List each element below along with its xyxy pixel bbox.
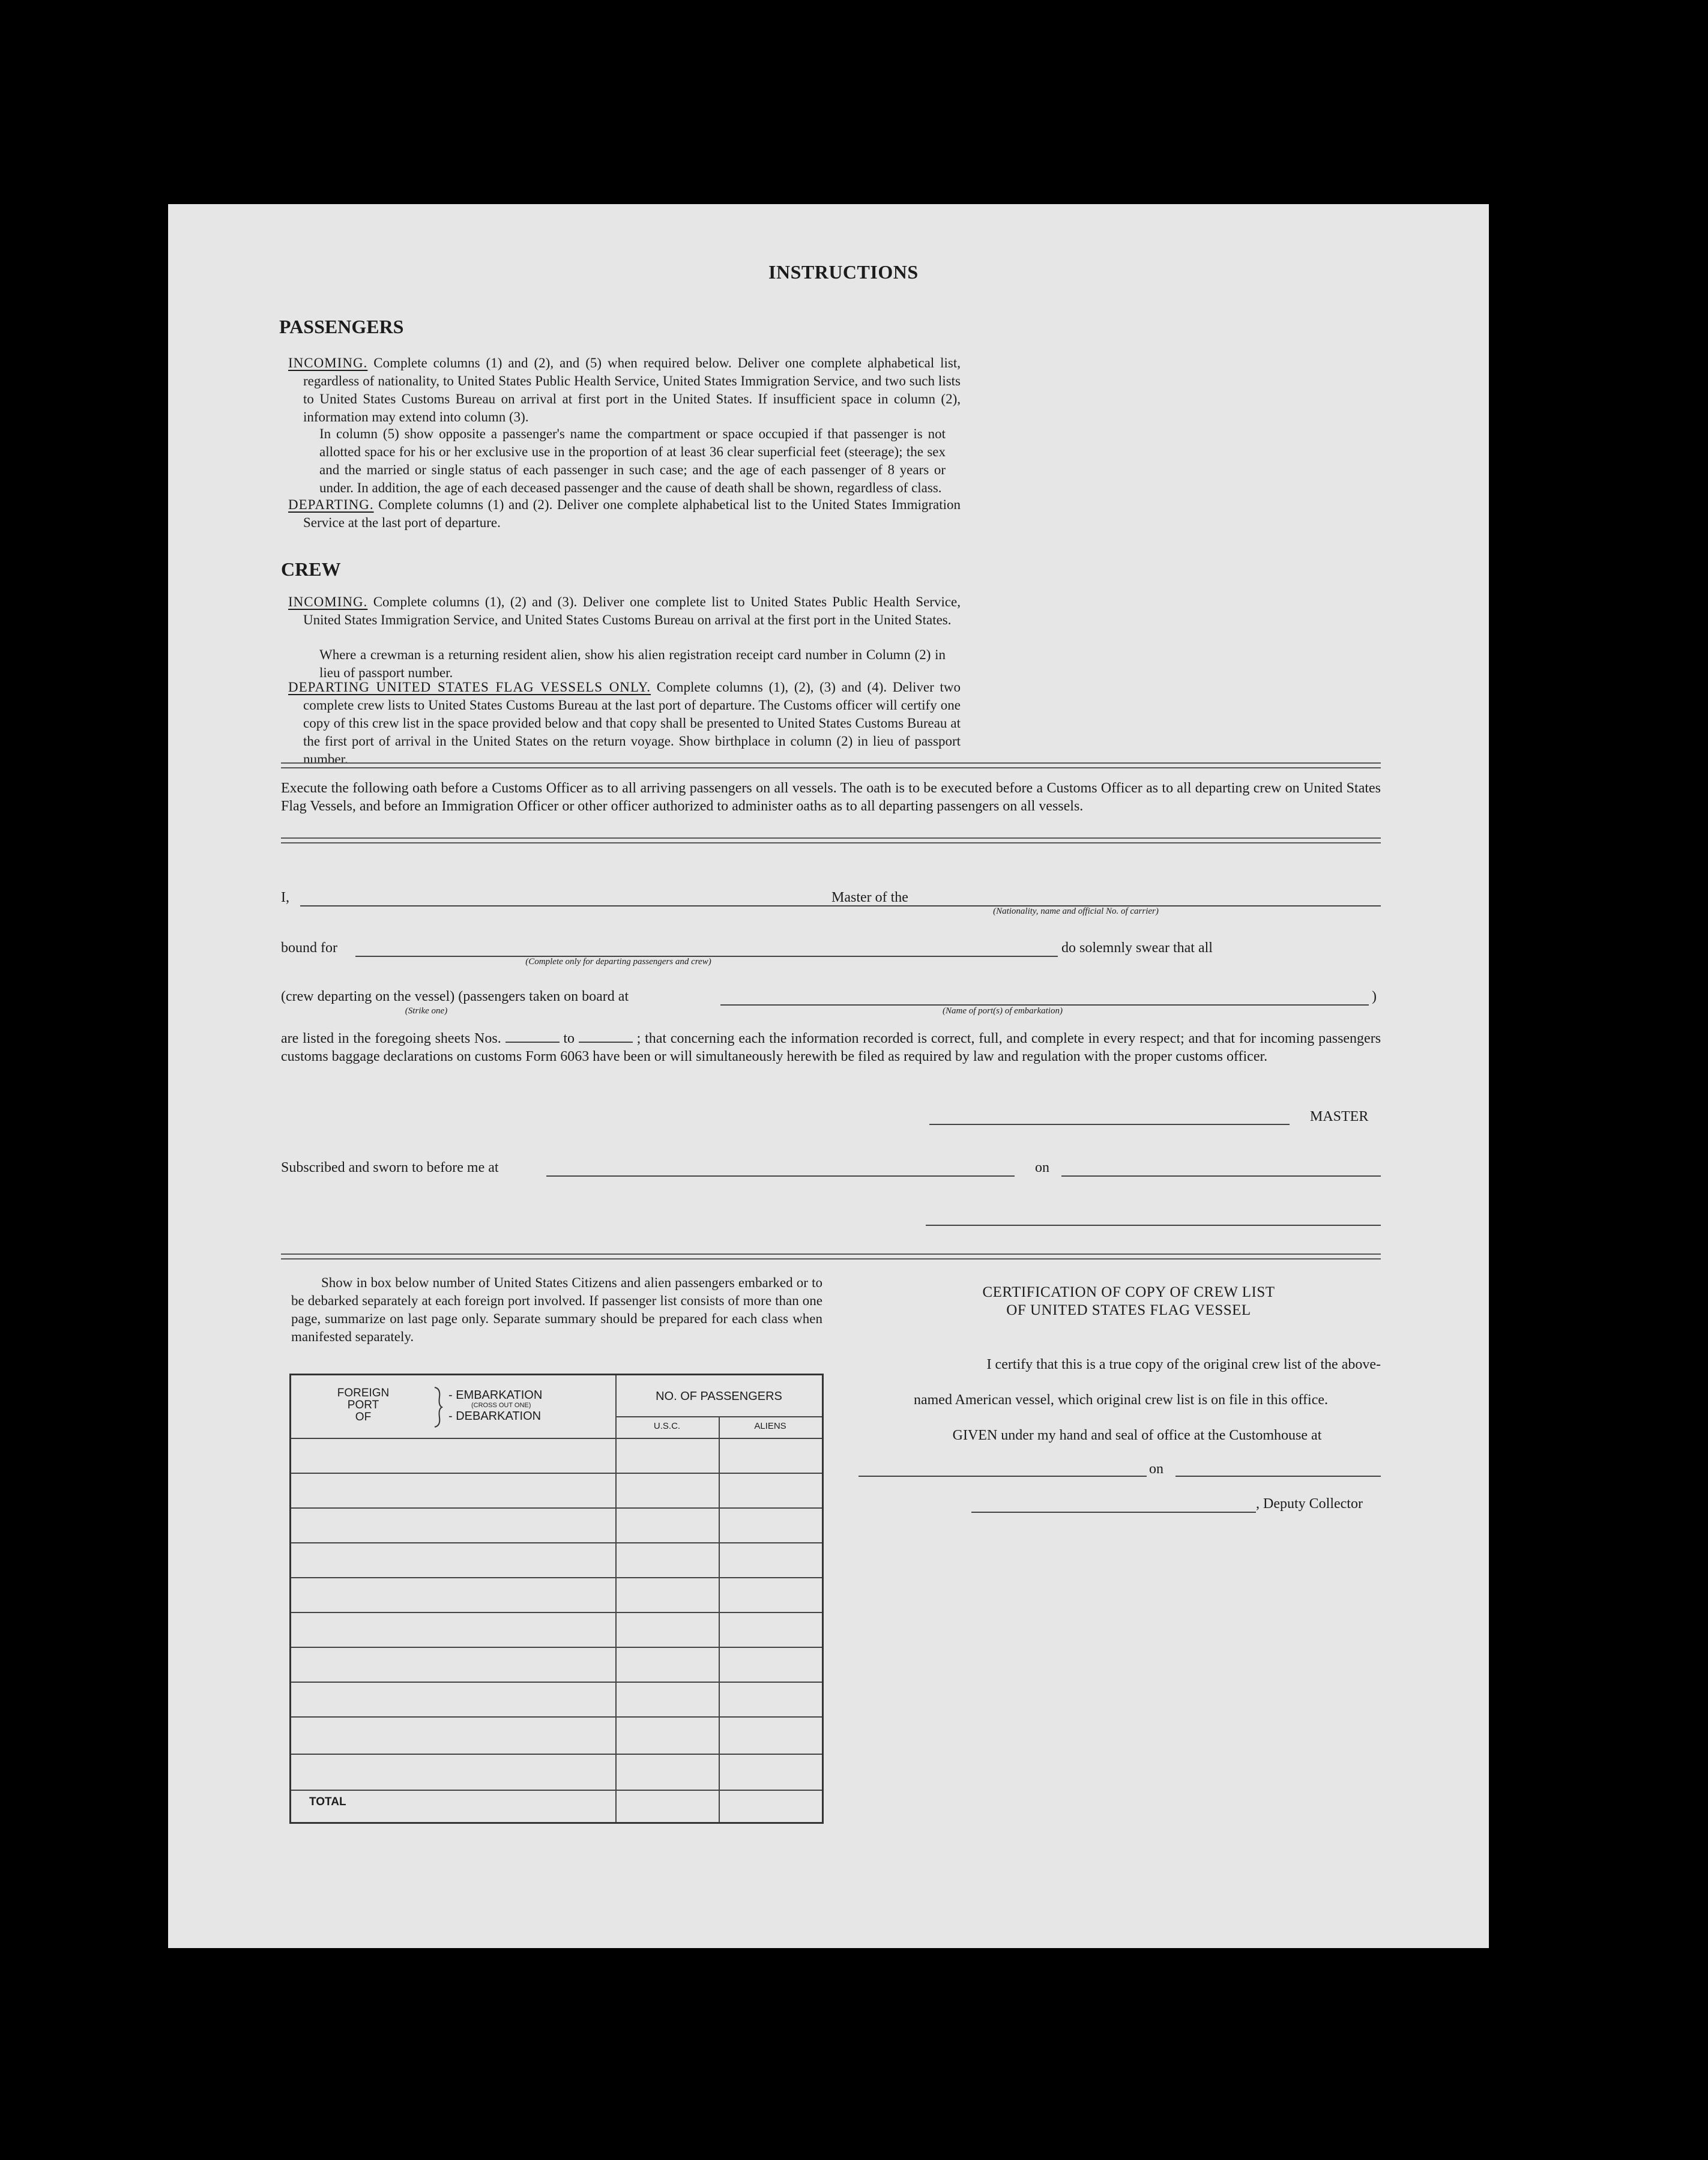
strike-caption: (Strike one) [405, 1006, 448, 1016]
crew-departing-text: Complete columns (1), (2), (3) and (4). Deliver two complete crew lists to United States Customs Bureau at the last port of departure. The Customs officer will certify one copy of this crew list in the space provided below and that copy shall be presented to United States Customs Bureau at the first port of arrival in the United States on the return voyage. Show birthplace in column (2) in lieu of passport number. [303, 680, 961, 767]
swear-label: do solemnly swear that all [1061, 940, 1213, 956]
customhouse-field[interactable] [859, 1476, 1147, 1477]
master-label: MASTER [1310, 1109, 1369, 1124]
oath-i: I, [281, 890, 289, 905]
deputy-collector-label: , Deputy Collector [1256, 1496, 1363, 1512]
aliens-header: ALIENS [754, 1421, 786, 1431]
given-line: GIVEN under my hand and seal of office at the Customhouse at [952, 1428, 1322, 1443]
sworn-date-field[interactable] [1061, 1175, 1381, 1177]
passengers-incoming-label: INCOMING. [288, 355, 368, 370]
double-rule [281, 837, 1381, 843]
certification-date-field[interactable] [1175, 1476, 1381, 1477]
double-rule [281, 1253, 1381, 1259]
double-rule [281, 762, 1381, 768]
nationality-caption: (Nationality, name and official No. of carrier) [993, 907, 1159, 916]
certification-title: CERTIFICATION OF COPY OF CREW LIST OF UNITED STATES FLAG VESSEL [982, 1284, 1275, 1318]
embarkation-label: - EMBARKATION [448, 1389, 543, 1402]
listed-paragraph [281, 1030, 1381, 1066]
listed-to: to [563, 1031, 575, 1046]
crew-incoming-text: Complete columns (1), (2) and (3). Deliver one complete list to United States Public Health Service, United States Immigration Service, and United States Customs Bureau on arrival at the first port in the United States. [303, 594, 961, 627]
passengers-heading: PASSENGERS [279, 316, 404, 337]
sheet-from-field[interactable] [505, 1033, 560, 1043]
passenger-summary-table [289, 1374, 824, 1824]
summary-instruction: Show in box below number of United States Citizens and alien passengers embarked or to be debarked separately at each foreign port involved. If passenger list consists of more than one page, summarize on last page only. Separate summary should be prepared for each class when manifested separately. [291, 1275, 822, 1344]
port-caption: (Name of port(s) of embarkation) [943, 1006, 1063, 1016]
passengers-departing-text: Complete columns (1) and (2). Deliver one complete alphabetical list to the United States Immigration Service at the last port of departure. [303, 497, 961, 530]
passengers-departing-label: DEPARTING. [288, 497, 374, 512]
total-label: TOTAL [309, 1796, 346, 1808]
crew-departing-label: DEPARTING UNITED STATES FLAG VESSELS ONLY. [288, 680, 651, 695]
no-of-passengers-header: NO. OF PASSENGERS [656, 1390, 782, 1403]
embarkation-port-field[interactable] [720, 1004, 1369, 1006]
officer-signature-field[interactable] [926, 1225, 1381, 1226]
crew-heading: CREW [281, 558, 341, 580]
deputy-signature-field[interactable] [971, 1512, 1256, 1513]
master-signature-field[interactable] [929, 1124, 1290, 1125]
sworn-on-label: on [1035, 1160, 1049, 1175]
passengers-departing-paragraph [288, 496, 961, 532]
passengers-column5-paragraph: In column (5) show opposite a passenger's name the compartment or space occupied if that passenger is not allotted space for his or her exclusive use in the proportion of at least 36 clear superficial feet (steerage); the sex and the married or single status of each passenger in such case; and the age of each passenger of 8 years or under. In addition, the age of each deceased passenger and the cause of death shall be shown, regardless of class. [319, 426, 946, 495]
crew-incoming-label: INCOMING. [288, 594, 368, 609]
listed-text-a: are listed in the foregoing sheets Nos. [281, 1031, 501, 1046]
subscribed-label: Subscribed and sworn to before me at [281, 1160, 499, 1175]
certify-line-2: named American vessel, which original crew list is on file in this office. [913, 1392, 1329, 1408]
sheet-to-field[interactable] [579, 1033, 633, 1043]
usc-header: U.S.C. [653, 1421, 681, 1431]
crew-incoming-paragraph [288, 593, 961, 629]
master-of-the-label: Master of the [831, 890, 908, 905]
crew-departing-paragraph [288, 678, 961, 768]
passengers-incoming-paragraph [288, 354, 961, 426]
document-page [168, 204, 1489, 1948]
page-title: INSTRUCTIONS [768, 261, 919, 283]
brace-icon [432, 1386, 444, 1428]
foreign-port-header: FOREIGN PORT OF [337, 1387, 390, 1423]
oath-instruction: Execute the following oath before a Customs Officer as to all arriving passengers on all vessels. The oath is to be executed before a Customs Officer as to all departing crew on United States Flag Vessels, and before an Immigration Officer or other officer authorized to administer oaths as to all departing passengers on all vessels. [281, 780, 1381, 814]
listed-text-b: ; that concerning each the information recorded is correct, full, and complete in every respect; and that for incoming passengers customs baggage declarations on customs Form 6063 have been or will simultaneously herewith be filed as required by law and regulation with the proper customs officer. [281, 1031, 1381, 1064]
passengers-incoming-text: Complete columns (1) and (2), and (5) when required below. Deliver one complete alphabetical list, regardless of nationality, to United States Public Health Service, United States Immigration Service, and two such lists to United States Customs Bureau on arrival at first port in the United States. If insufficient space in column (2), information may extend into column (3). [303, 355, 961, 424]
crew-resident-paragraph: Where a crewman is a returning resident alien, show his alien registration receipt card number in Column (2) in lieu of passport number. [319, 647, 946, 680]
sworn-place-field[interactable] [546, 1175, 1015, 1177]
close-paren: ) [1372, 989, 1377, 1004]
debarkation-label: - DEBARKATION [448, 1410, 542, 1423]
bound-caption: (Complete only for departing passengers and crew) [525, 957, 711, 967]
bound-for-label: bound for [281, 940, 337, 956]
certify-line-1: I certify that this is a true copy of the original crew list of the above- [986, 1357, 1381, 1372]
cross-out-label: (CROSS OUT ONE) [471, 1402, 531, 1409]
crew-passengers-label: (crew departing on the vessel) (passengers taken on board at [281, 989, 629, 1004]
certification-on-label: on [1149, 1461, 1163, 1477]
